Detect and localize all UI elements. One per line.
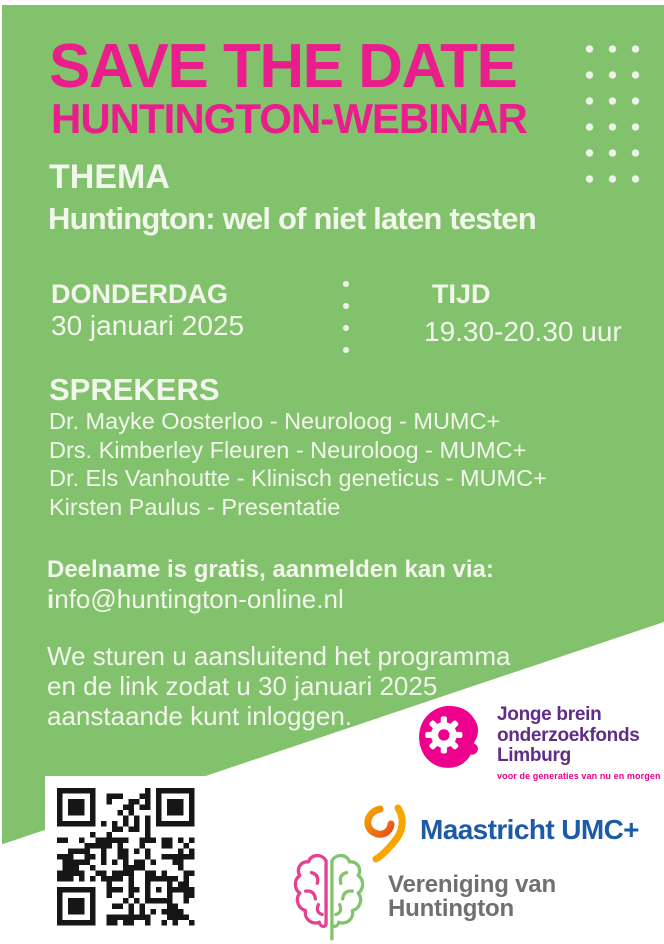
huntington-logo-text: Vereniging van Huntington — [388, 871, 556, 922]
logo-text-line: Jonge brein — [497, 704, 602, 725]
note-line: en de link zodat u 30 januari 2025 — [47, 671, 438, 701]
page-subtitle: HUNTINGTON-WEBINAR — [51, 95, 527, 142]
note-line: We sturen u aansluitend het programma — [47, 641, 511, 671]
dots-pattern-icon — [576, 34, 646, 192]
time-value: 19.30-20.30 uur — [424, 316, 622, 347]
jonge-brein-logo-text — [497, 705, 640, 767]
thema-label: THEMA — [49, 158, 170, 196]
time-label: TIJD — [432, 279, 491, 309]
speaker-item: Kirsten Paulus - Presentatie — [49, 493, 341, 520]
huntington-brain-icon — [292, 849, 366, 941]
qr-code-icon — [45, 776, 207, 938]
maastricht-umc-logo-text: Maastricht UMC+ — [420, 814, 639, 845]
note-line: aanstaande kunt inloggen. — [47, 701, 353, 731]
thema-value: Huntington: wel of niet laten testen — [48, 201, 536, 236]
email-rest: nfo@huntington-online.nl — [54, 584, 344, 614]
speaker-item: Drs. Kimberley Fleuren - Neuroloog - MUMC+ — [49, 436, 527, 463]
day-value: 30 januari 2025 — [51, 310, 245, 341]
qr-code — [45, 776, 207, 938]
speakers-list — [49, 407, 547, 521]
speaker-item: Dr. Mayke Oosterloo - Neuroloog - MUMC+ — [49, 408, 501, 434]
jonge-brein-tagline: voor de generaties van nu en morgen — [497, 771, 661, 781]
day-label: DONDERDAG — [51, 279, 229, 309]
speakers-label: SPREKERS — [49, 372, 220, 407]
signup-heading: Deelname is gratis, aanmelden kan via: — [47, 556, 494, 583]
jonge-brein-logo-icon — [416, 703, 482, 771]
maastricht-umc-logo-icon — [360, 803, 408, 863]
email-bold-prefix: i — [47, 584, 55, 614]
speaker-item: Dr. Els Vanhoutte - Klinisch geneticus - MUMC+ — [49, 465, 547, 491]
signup-email-link[interactable] — [47, 586, 344, 612]
logo-text-line: Limburg — [497, 745, 571, 766]
dotted-divider-icon — [340, 273, 352, 363]
page-title: SAVE THE DATE — [49, 32, 517, 101]
logo-text-line: onderzoekfonds — [497, 724, 640, 746]
